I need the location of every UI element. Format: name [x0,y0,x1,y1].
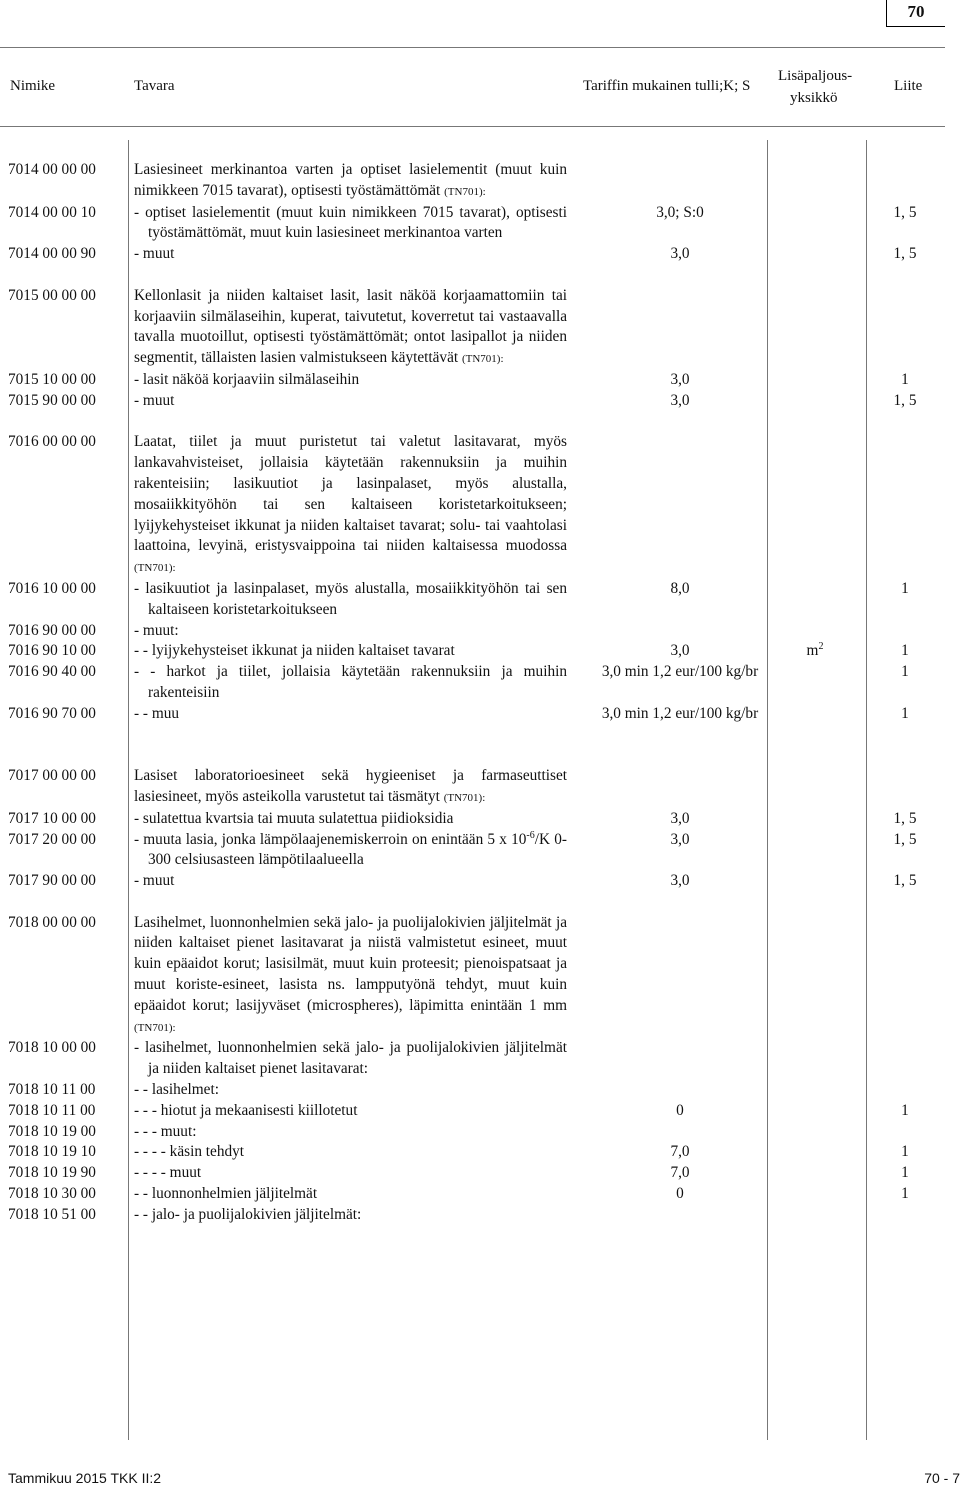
table-row [0,1142,945,1163]
table-row [0,286,945,370]
row-description: - - lasihelmet: [134,1081,219,1099]
row-liite: 1 [901,579,909,597]
row-description: Lasiset laboratorioesineet sekä hygieeniset ja farmaseuttiset lasiesineet, myös asteikolla varustetut tai täsmätyt (TN701): [134,767,567,805]
row-code: 7017 10 00 00 [8,809,96,827]
row-code: 7017 20 00 00 [8,830,96,848]
row-code: 7015 00 00 00 [8,286,96,304]
row-description: - - - - muut [134,1164,202,1182]
table-row [0,370,945,391]
row-code: 7018 10 11 00 [8,1081,96,1099]
row-description: - - - - käsin tehdyt [134,1143,245,1161]
row-description: - lasit näköä korjaaviin silmälaseihin [134,370,360,388]
row-code: 7016 90 10 00 [8,642,96,660]
row-code: 7014 00 00 00 [8,161,96,178]
table-row [0,871,945,892]
row-liite: 1 [901,1143,909,1161]
table-row [0,1184,945,1205]
row-code: 7017 00 00 00 [8,767,96,785]
row-description: - - - hiotut ja mekaanisesti kiillotetut [134,1101,358,1119]
row-description: - muut [134,245,175,263]
row-code: 7016 10 00 00 [8,579,96,597]
tn-note: (TN701): [444,185,486,198]
row-code: 7014 00 00 10 [8,203,96,221]
header-liite: Liite [894,78,923,94]
row-duty: 3,0 [670,809,690,827]
row-description: - - jalo- ja puolijalokivien jäljitelmät: [134,1205,362,1223]
row-description: - - harkot ja tiilet, jollaisia käytetään rakennuksiin ja muihin rakenteisiin [134,663,567,701]
row-duty: 3,0 min 1,2 eur/100 kg/br [601,704,759,722]
table-row [0,704,945,746]
table-row [0,830,945,872]
row-code: 7018 10 30 00 [8,1185,96,1203]
row-code: 7018 10 19 90 [8,1164,96,1182]
row-description: - - lyijykehysteiset ikkunat ja niiden kaltaiset tavarat [134,642,455,660]
row-liite: 1, 5 [893,809,917,827]
row-duty: 7,0 [670,1143,690,1161]
table-row [0,766,945,809]
row-description: Kellonlasit ja niiden kaltaiset lasit, lasit näköä korjaamattomiin tai korjaaviin silmälaseihin, kuperat, taivutetut, koverretut tai vastaavalla tavalla muotoillut, optisesti työstämättömät; ontot lasipallot ja niiden segmentit, tällaisten lasien valmistukseen käytettävät (TN701): [134,286,567,367]
row-description: - lasihelmet, luonnonhelmien sekä jalo- ja puolijalokivien jäljitelmät ja niiden kaltaiset pienet lasitavarat: [134,1039,567,1078]
header-nimike: Nimike [10,78,55,94]
row-description: Lasihelmet, luonnonhelmien sekä jalo- ja puolijalokivien jäljitelmät ja niiden kaltaiset pienet lasitavarat ja niistä valmistetut esineet, muut kuin epäaidot korut; lasisilmät, muut kuin proteesit; pienoispatsaat ja muut koriste-esineet, lasista ns. lampputyönä tehdyt, muut kuin epäaidot korut; lasijyväset (microspheres), läpimitta enintään 1 mm (TN701): [134,913,567,1034]
row-description: - muut [134,872,175,890]
table-row [0,1038,945,1080]
row-code: 7016 90 70 00 [8,704,96,722]
row-description: - muut [134,391,175,409]
tn-note: (TN701): [443,791,486,804]
row-duty: 3,0 [670,391,690,409]
table-row [0,244,945,265]
page-number: 70 [886,0,945,27]
row-liite: 1, 5 [893,245,917,263]
row-liite: 1, 5 [893,203,917,221]
row-description: - optiset lasielementit (muut kuin nimikkeen 7015 tavarat), optisesti työstämättömät, muut kuin lasiesineet merkinantoa varten [134,203,567,242]
row-description: - muut: [134,621,179,639]
row-unit: $m^2$ [806,641,824,660]
row-description: - muuta lasia, jonka lämpölaajenemiskerroin on enintään 5 x $10^{-6}/K$ 0-300 celsiusasteen lämpötilaalueella [134,829,567,869]
row-duty: 0 [676,1185,684,1203]
row-code: 7016 90 00 00 [8,621,96,639]
row-duty: 3,0 [670,830,690,848]
row-liite: 1 [901,704,909,722]
row-code: 7018 10 19 10 [8,1143,96,1161]
row-description: - lasikuutiot ja lasinpalaset, myös alustalla, mosaiikkityöhön tai sen kaltaiseen koristetarkoitukseen [134,579,567,618]
table-row [0,432,945,579]
row-liite: 1 [901,370,909,388]
row-liite: 1 [901,1185,909,1203]
row-description: Lasiesineet merkinantoa varten ja optiset lasielementit (muut kuin nimikkeen 7015 tavarat), optisesti työstämättömät (TN701): [134,161,567,199]
row-description: - - muu [134,704,180,722]
row-description: Laatat, tiilet ja muut puristetut tai valetut lasitavarat, myös lankavahvisteiset, jollaisia käytetään rakennuksiin ja muihin rakenteisiin; lasikuutiot ja lasinpalaset, myös alustalla, mosaiikkityöhön tai sen kaltaiseen koristetarkoitukseen; lyijykehysteiset ikkunat ja niiden kaltaiset tavarat; solu- tai vaahtolasi laattoina, levyinä, eristysvaippoina tai niiden kaltaisessa muodossa (TN701): [134,433,567,575]
tariff-table [0,160,945,1226]
row-duty: 3,0 [670,642,690,660]
row-code: 7015 90 00 00 [8,391,96,409]
row-code: 7018 10 51 00 [8,1205,96,1223]
row-code: 7014 00 00 90 [8,245,96,263]
row-code: 7015 10 00 00 [8,370,96,388]
footer-page: 70 - 7 [924,1470,960,1486]
table-row [0,621,945,642]
header-lisayksikko-line1: Lisäpaljous- [778,68,853,84]
tn-note: (TN701): [134,562,176,575]
row-duty: 3,0 [670,245,690,263]
row-code: 7018 10 00 00 [8,1039,96,1057]
header-tulli: Tariffin mukainen tulli;K; S [583,78,751,94]
row-code: 7018 10 11 00 [8,1101,96,1119]
row-duty: 3,0 [670,370,690,388]
header-tavara: Tavara [134,78,175,94]
row-code: 7016 90 40 00 [8,663,96,681]
table-row [0,579,945,621]
header-lisayksikko-line2: yksikkö [790,90,838,106]
table-row [0,641,945,662]
row-description: - sulatettua kvartsia tai muuta sulatettua piidioksidia [134,809,454,827]
row-liite: 1, 5 [893,830,917,848]
row-description: - - - muut: [134,1122,197,1140]
table-row [0,1205,945,1226]
row-liite: 1, 5 [893,872,917,890]
table-row [0,1122,945,1143]
row-liite: 1 [901,642,909,660]
table-row [0,662,945,704]
row-duty: 8,0 [670,579,690,597]
table-row [0,809,945,830]
row-description: - - luonnonhelmien jäljitelmät [134,1185,318,1203]
table-row [0,160,945,203]
row-code: 7018 10 19 00 [8,1122,96,1140]
table-row [0,913,945,1039]
row-duty: 3,0; S:0 [656,203,704,221]
row-code: 7016 00 00 00 [8,433,96,451]
tn-note: (TN701): [461,353,504,366]
row-liite: 1 [901,1164,909,1182]
row-liite: 1 [901,663,909,681]
row-duty: 7,0 [670,1164,690,1182]
table-row [0,1163,945,1184]
table-header [0,47,945,127]
table-row [0,203,945,245]
row-duty: 3,0 min 1,2 eur/100 kg/br [601,663,759,681]
table-row [0,391,945,412]
tn-note: (TN701): [134,1021,176,1034]
table-row [0,1101,945,1122]
row-liite: 1, 5 [893,391,917,409]
row-liite: 1 [901,1101,909,1119]
row-code: 7017 90 00 00 [8,872,96,890]
unit-superscript: 2 [818,641,824,653]
table-row [0,1080,945,1101]
row-duty: 3,0 [670,872,690,890]
row-code: 7018 00 00 00 [8,913,96,931]
footer-left: Tammikuu 2015 TKK II:2 [8,1470,162,1486]
row-duty: 0 [676,1101,684,1119]
